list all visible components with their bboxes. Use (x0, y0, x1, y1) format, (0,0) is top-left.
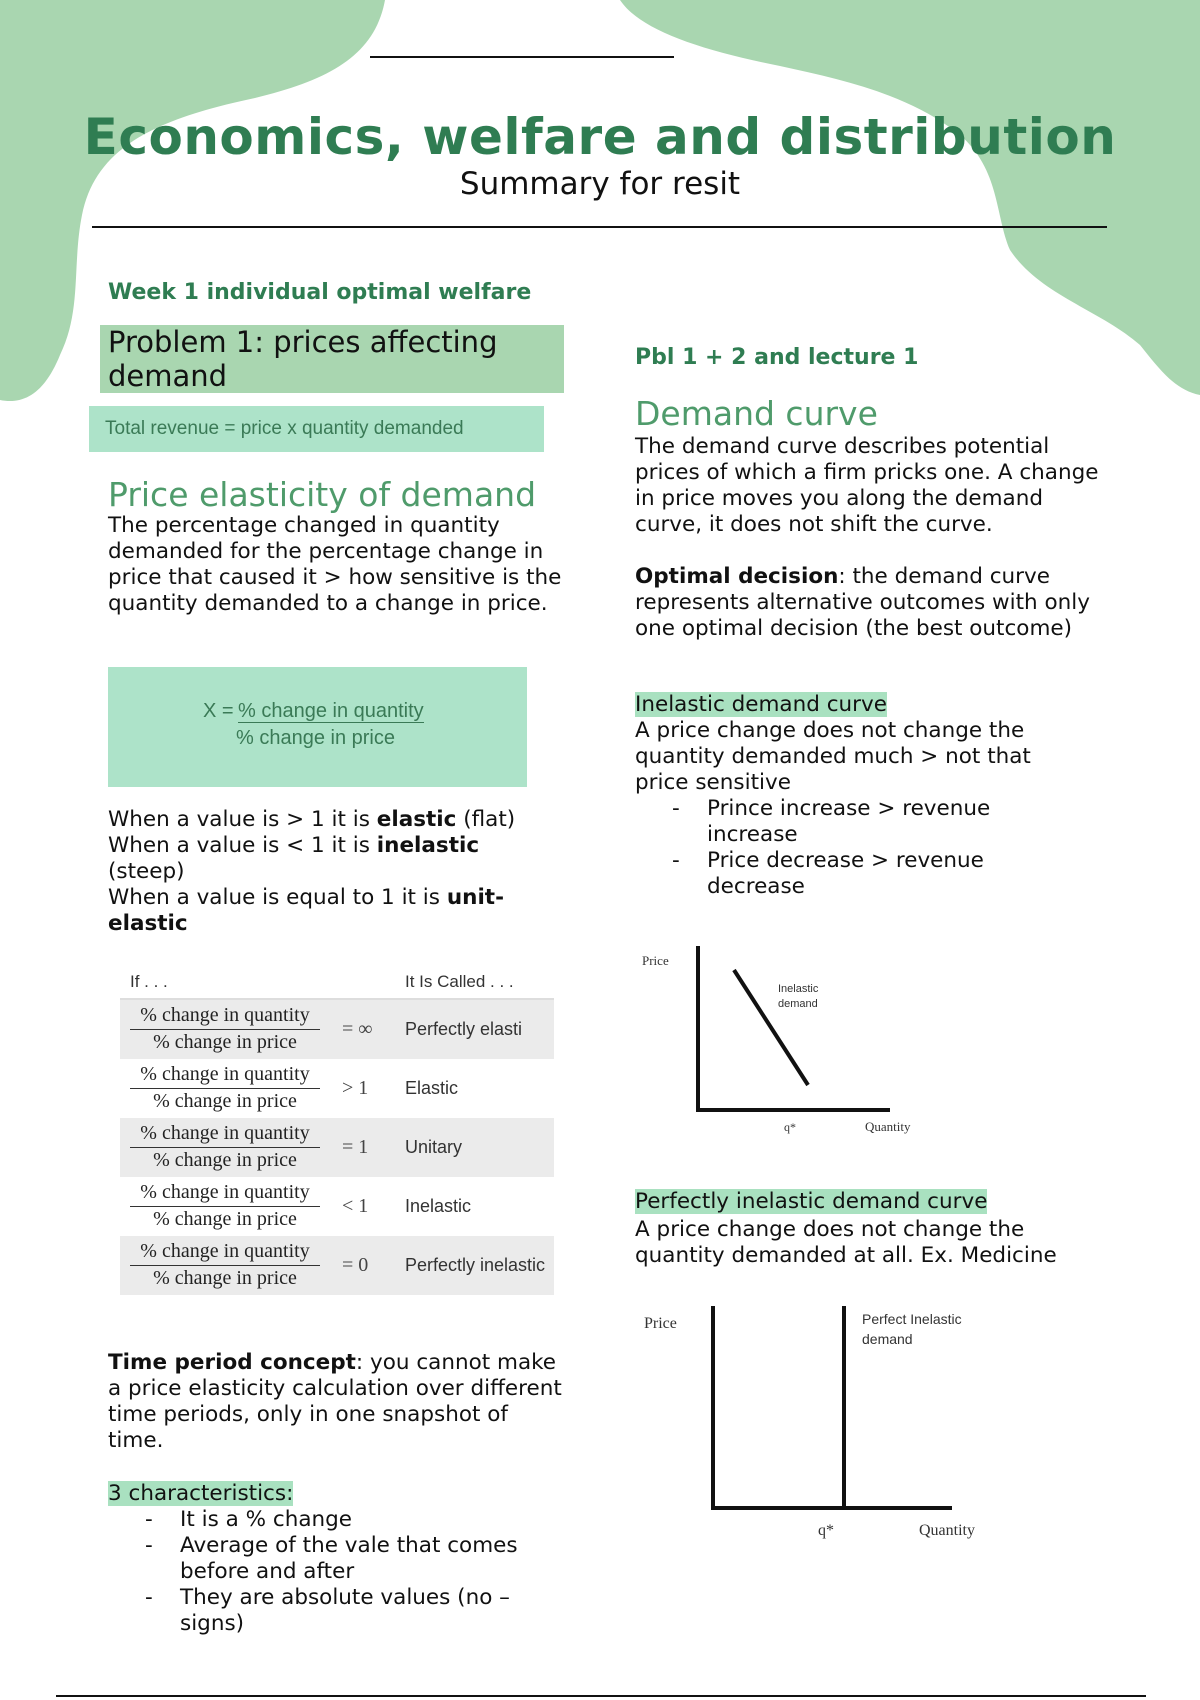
curve-label-line1: Perfect Inelastic (862, 1311, 962, 1327)
q-star-label: q* (818, 1522, 834, 1539)
ratio: % change in quantity % change in price (130, 1122, 320, 1172)
ped-heading: Price elasticity of demand (108, 475, 537, 514)
list-item: - They are absolute values (no – signs) (108, 1585, 568, 1637)
q-star-label: q* (784, 1120, 796, 1134)
comparison: = ∞ (342, 1018, 373, 1040)
optimal-decision-text: Optimal decision: the demand curve represents alternative outcomes with only one optimal decision (the best outcome) (635, 564, 1090, 641)
inelastic-bullets (635, 796, 1015, 900)
revenue-formula-box: Total revenue = price x quantity demanded (89, 406, 544, 452)
comparison: = 1 (342, 1136, 369, 1158)
page-subtitle: Summary for resit (459, 166, 741, 202)
table-row (120, 1000, 554, 1059)
comparison: > 1 (342, 1077, 369, 1099)
header-called: It Is Called . . . (405, 972, 514, 991)
elasticity-formula-box (108, 667, 527, 787)
list-item: - Prince increase > revenue increase (635, 796, 1015, 848)
table-row (120, 1118, 554, 1177)
perfectly-inelastic-heading: Perfectly inelastic demand curve (635, 1189, 988, 1214)
elasticity-table (120, 970, 554, 1295)
week-heading: Week 1 individual optimal welfare (108, 280, 532, 305)
elasticity-name: Perfectly inelastic (405, 1255, 546, 1275)
curve-label-line2: demand (862, 1331, 913, 1347)
comparison: < 1 (342, 1195, 369, 1217)
y-axis-label: Price (644, 1315, 677, 1332)
rule-elastic: When a value is > 1 it is elastic (flat) (108, 807, 516, 832)
ratio: % change in quantity % change in price (130, 1004, 320, 1054)
table-header (120, 970, 554, 1000)
x-axis-label: Quantity (865, 1119, 911, 1134)
formula-denominator: % change in price (236, 727, 395, 749)
elasticity-name: Perfectly elasti (405, 1019, 523, 1039)
curve-label-line2: demand (778, 998, 818, 1010)
ratio: % change in quantity % change in price (130, 1240, 320, 1290)
footer-rule (56, 1695, 1146, 1697)
ratio: % change in quantity % change in price (130, 1063, 320, 1113)
demand-heading: Demand curve (635, 394, 878, 433)
top-rule (370, 56, 674, 58)
section-heading: Pbl 1 + 2 and lecture 1 (635, 345, 919, 370)
list-item: - It is a % change (108, 1507, 568, 1533)
comparison: = 0 (342, 1254, 369, 1276)
perfectly-inelastic-text: A price change does not change the quantity demanded at all. Ex. Medicine (635, 1217, 1057, 1268)
curve-label-line1: Inelastic (778, 983, 819, 995)
characteristics-list (108, 1507, 568, 1637)
inelastic-text: A price change does not change the quantity demanded much > not that price sensitive (635, 718, 1031, 795)
elasticity-name: Elastic (405, 1078, 459, 1098)
rule-unit-elastic: When a value is equal to 1 it is unit-elastic (108, 885, 505, 936)
characteristics-heading: 3 characteristics: (108, 1481, 294, 1506)
header-if: If . . . (130, 972, 168, 991)
page-title: Economics, welfare and distribution (83, 108, 1117, 166)
list-item: - Price decrease > revenue decrease (635, 848, 1015, 900)
formula-lhs: X = (203, 700, 234, 722)
table-row (120, 1177, 554, 1236)
time-period-text: Time period concept: you cannot make a price elasticity calculation over different time periods, only in one snapshot of time. (108, 1350, 562, 1453)
problem-heading: Problem 1: prices affecting demand (100, 325, 564, 393)
inelastic-demand-graph (640, 940, 930, 1140)
perfectly-inelastic-demand-graph (640, 1300, 1000, 1550)
ped-text: The percentage changed in quantity demanded for the percentage change in price that caused it > how sensitive is the quantity demanded to a change in price. (108, 513, 562, 616)
x-axis-label: Quantity (919, 1522, 975, 1539)
list-item: - Average of the vale that comes before and after (108, 1533, 568, 1585)
inelastic-heading: Inelastic demand curve (635, 692, 887, 717)
formula-numerator: % change in quantity (238, 700, 424, 722)
header-rule (92, 226, 1107, 228)
demand-text: The demand curve describes potential prices of which a firm pricks one. A change in price moves you along the demand curve, it does not shift the curve. (635, 434, 1099, 537)
table-row (120, 1236, 554, 1295)
rule-inelastic: When a value is < 1 it is inelastic (steep) (108, 833, 480, 884)
y-axis-label: Price (642, 953, 669, 968)
elasticity-name: Unitary (405, 1137, 463, 1157)
ratio: % change in quantity % change in price (130, 1181, 320, 1231)
elasticity-rules (108, 807, 538, 937)
table-row (120, 1059, 554, 1118)
elasticity-name: Inelastic (405, 1196, 472, 1216)
